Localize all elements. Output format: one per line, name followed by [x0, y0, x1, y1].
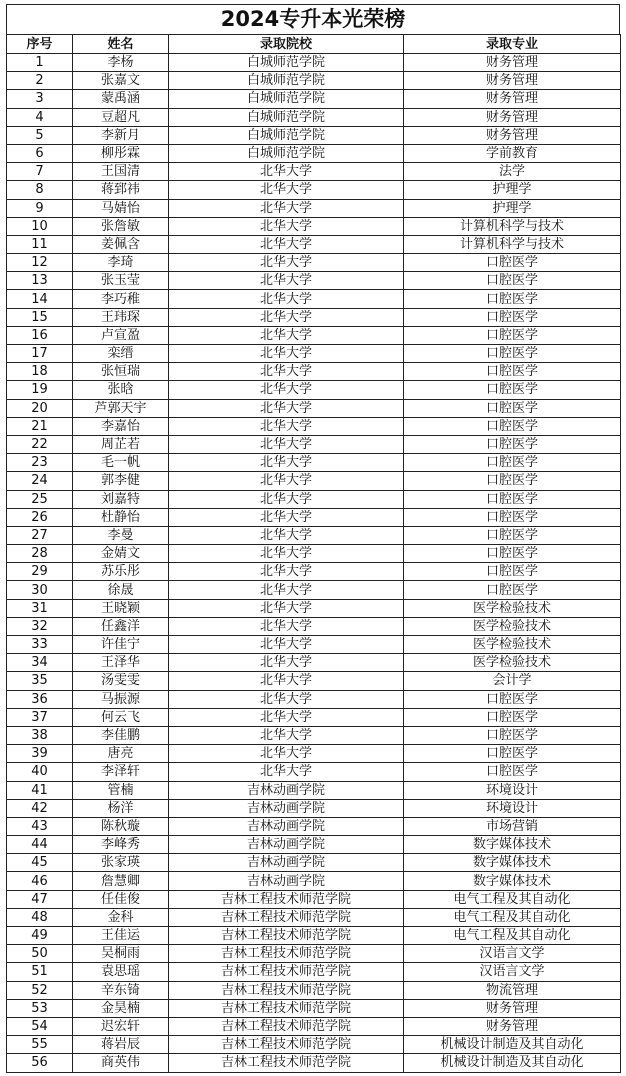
cell-school: 吉林工程技术师范学院	[169, 927, 404, 945]
cell-index: 21	[7, 417, 73, 435]
cell-major: 口腔医学	[404, 308, 621, 326]
cell-school: 白城师范学院	[169, 144, 404, 162]
cell-major: 市场营销	[404, 817, 621, 835]
table-row	[7, 927, 621, 945]
cell-school: 吉林工程技术师范学院	[169, 1036, 404, 1054]
table-row	[7, 508, 621, 526]
cell-index: 29	[7, 563, 73, 581]
table-row	[7, 836, 621, 854]
cell-index: 14	[7, 290, 73, 308]
cell-index: 55	[7, 1036, 73, 1054]
cell-major: 口腔医学	[404, 417, 621, 435]
cell-major: 汉语言文学	[404, 945, 621, 963]
cell-major: 口腔医学	[404, 508, 621, 526]
cell-index: 6	[7, 144, 73, 162]
table-row	[7, 690, 621, 708]
cell-index: 32	[7, 617, 73, 635]
cell-name: 王佳运	[73, 927, 169, 945]
cell-school: 吉林工程技术师范学院	[169, 1054, 404, 1072]
cell-name: 张玉莹	[73, 272, 169, 290]
cell-school: 北华大学	[169, 708, 404, 726]
cell-name: 李杨	[73, 54, 169, 72]
cell-name: 苏乐彤	[73, 563, 169, 581]
cell-name: 卢宣盈	[73, 326, 169, 344]
cell-index: 48	[7, 908, 73, 926]
cell-index: 30	[7, 581, 73, 599]
table-row	[7, 908, 621, 926]
cell-school: 白城师范学院	[169, 108, 404, 126]
cell-name: 许佳宁	[73, 636, 169, 654]
cell-major: 法学	[404, 163, 621, 181]
cell-major: 口腔医学	[404, 472, 621, 490]
table-row	[7, 781, 621, 799]
cell-school: 吉林动画学院	[169, 799, 404, 817]
table-row	[7, 144, 621, 162]
cell-major: 财务管理	[404, 54, 621, 72]
cell-school: 吉林动画学院	[169, 836, 404, 854]
cell-school: 北华大学	[169, 363, 404, 381]
cell-index: 25	[7, 490, 73, 508]
cell-major: 口腔医学	[404, 708, 621, 726]
cell-index: 7	[7, 163, 73, 181]
cell-school: 吉林工程技术师范学院	[169, 945, 404, 963]
cell-index: 16	[7, 326, 73, 344]
table-row	[7, 272, 621, 290]
cell-major: 计算机科学与技术	[404, 217, 621, 235]
cell-major: 财务管理	[404, 108, 621, 126]
cell-school: 白城师范学院	[169, 90, 404, 108]
cell-school: 北华大学	[169, 272, 404, 290]
table-body	[7, 54, 621, 1073]
table-row	[7, 181, 621, 199]
cell-index: 52	[7, 981, 73, 999]
cell-name: 张嘉文	[73, 72, 169, 90]
table-row	[7, 526, 621, 544]
cell-name: 任鑫洋	[73, 617, 169, 635]
table-row	[7, 799, 621, 817]
table-row	[7, 108, 621, 126]
cell-index: 42	[7, 799, 73, 817]
cell-index: 27	[7, 526, 73, 544]
cell-major: 口腔医学	[404, 454, 621, 472]
cell-index: 54	[7, 1017, 73, 1035]
cell-major: 护理学	[404, 199, 621, 217]
cell-major: 财务管理	[404, 999, 621, 1017]
cell-index: 51	[7, 963, 73, 981]
table-row	[7, 726, 621, 744]
cell-school: 北华大学	[169, 235, 404, 253]
cell-school: 白城师范学院	[169, 126, 404, 144]
cell-index: 34	[7, 654, 73, 672]
table-row	[7, 72, 621, 90]
table-row	[7, 363, 621, 381]
cell-major: 机械设计制造及其自动化	[404, 1054, 621, 1072]
table-row	[7, 54, 621, 72]
cell-major: 口腔医学	[404, 290, 621, 308]
cell-name: 王玮琛	[73, 308, 169, 326]
cell-major: 数字媒体技术	[404, 854, 621, 872]
table-row	[7, 963, 621, 981]
cell-major: 口腔医学	[404, 326, 621, 344]
table-row	[7, 308, 621, 326]
cell-school: 吉林工程技术师范学院	[169, 908, 404, 926]
table-row	[7, 563, 621, 581]
table-row	[7, 290, 621, 308]
cell-index: 46	[7, 872, 73, 890]
cell-school: 北华大学	[169, 326, 404, 344]
cell-school: 北华大学	[169, 599, 404, 617]
cell-index: 35	[7, 672, 73, 690]
cell-school: 北华大学	[169, 654, 404, 672]
header-school: 录取院校	[169, 35, 404, 54]
cell-name: 商英伟	[73, 1054, 169, 1072]
cell-major: 计算机科学与技术	[404, 235, 621, 253]
cell-school: 北华大学	[169, 563, 404, 581]
cell-index: 53	[7, 999, 73, 1017]
cell-index: 28	[7, 545, 73, 563]
cell-school: 北华大学	[169, 399, 404, 417]
cell-name: 袁思瑶	[73, 963, 169, 981]
cell-index: 20	[7, 399, 73, 417]
cell-major: 口腔医学	[404, 581, 621, 599]
cell-index: 50	[7, 945, 73, 963]
cell-name: 姜佩含	[73, 235, 169, 253]
cell-index: 41	[7, 781, 73, 799]
cell-name: 毛一帆	[73, 454, 169, 472]
table-row	[7, 872, 621, 890]
table-row	[7, 617, 621, 635]
cell-school: 北华大学	[169, 545, 404, 563]
cell-school: 北华大学	[169, 435, 404, 453]
cell-major: 护理学	[404, 181, 621, 199]
cell-major: 财务管理	[404, 90, 621, 108]
table-row	[7, 636, 621, 654]
cell-index: 9	[7, 199, 73, 217]
table-row	[7, 126, 621, 144]
table-row	[7, 1054, 621, 1072]
cell-name: 任佳俊	[73, 890, 169, 908]
table-row	[7, 1017, 621, 1035]
cell-school: 吉林工程技术师范学院	[169, 963, 404, 981]
header-row	[7, 35, 621, 54]
table-row	[7, 545, 621, 563]
cell-name: 李泽轩	[73, 763, 169, 781]
cell-name: 张詹敏	[73, 217, 169, 235]
cell-index: 12	[7, 254, 73, 272]
cell-index: 45	[7, 854, 73, 872]
cell-school: 北华大学	[169, 690, 404, 708]
cell-name: 马振源	[73, 690, 169, 708]
table-row	[7, 981, 621, 999]
cell-major: 口腔医学	[404, 435, 621, 453]
cell-school: 北华大学	[169, 581, 404, 599]
cell-name: 柳彤霖	[73, 144, 169, 162]
cell-school: 北华大学	[169, 745, 404, 763]
cell-school: 吉林动画学院	[169, 854, 404, 872]
cell-major: 会计学	[404, 672, 621, 690]
cell-index: 1	[7, 54, 73, 72]
cell-name: 刘嘉特	[73, 490, 169, 508]
cell-school: 北华大学	[169, 508, 404, 526]
table-row	[7, 417, 621, 435]
table-row	[7, 890, 621, 908]
cell-index: 40	[7, 763, 73, 781]
cell-index: 19	[7, 381, 73, 399]
cell-major: 口腔医学	[404, 726, 621, 744]
cell-index: 23	[7, 454, 73, 472]
table-row	[7, 254, 621, 272]
cell-school: 吉林工程技术师范学院	[169, 1017, 404, 1035]
cell-major: 口腔医学	[404, 545, 621, 563]
cell-major: 汉语言文学	[404, 963, 621, 981]
cell-school: 北华大学	[169, 290, 404, 308]
table-row	[7, 708, 621, 726]
cell-school: 北华大学	[169, 181, 404, 199]
cell-name: 汤雯雯	[73, 672, 169, 690]
cell-name: 豆超凡	[73, 108, 169, 126]
cell-major: 口腔医学	[404, 526, 621, 544]
table-row	[7, 581, 621, 599]
cell-school: 北华大学	[169, 636, 404, 654]
cell-school: 白城师范学院	[169, 72, 404, 90]
table-row	[7, 217, 621, 235]
table-row	[7, 435, 621, 453]
cell-school: 吉林工程技术师范学院	[169, 981, 404, 999]
cell-major: 物流管理	[404, 981, 621, 999]
cell-school: 北华大学	[169, 254, 404, 272]
table-row	[7, 163, 621, 181]
cell-major: 电气工程及其自动化	[404, 908, 621, 926]
cell-school: 北华大学	[169, 617, 404, 635]
cell-name: 张恒瑞	[73, 363, 169, 381]
cell-index: 5	[7, 126, 73, 144]
cell-name: 迟宏轩	[73, 1017, 169, 1035]
cell-major: 医学检验技术	[404, 617, 621, 635]
cell-major: 口腔医学	[404, 690, 621, 708]
cell-school: 北华大学	[169, 217, 404, 235]
cell-school: 北华大学	[169, 163, 404, 181]
cell-major: 口腔医学	[404, 381, 621, 399]
cell-name: 蒋岩辰	[73, 1036, 169, 1054]
header-index: 序号	[7, 35, 73, 54]
cell-name: 张家瑛	[73, 854, 169, 872]
cell-index: 26	[7, 508, 73, 526]
cell-index: 31	[7, 599, 73, 617]
cell-major: 学前教育	[404, 144, 621, 162]
cell-name: 金婧文	[73, 545, 169, 563]
cell-major: 口腔医学	[404, 399, 621, 417]
cell-index: 11	[7, 235, 73, 253]
admission-table	[6, 34, 621, 1073]
cell-name: 蒋郅祎	[73, 181, 169, 199]
cell-name: 徐晟	[73, 581, 169, 599]
cell-name: 陈秋璇	[73, 817, 169, 835]
cell-school: 吉林工程技术师范学院	[169, 890, 404, 908]
cell-name: 李曼	[73, 526, 169, 544]
cell-school: 吉林工程技术师范学院	[169, 999, 404, 1017]
cell-name: 郭李健	[73, 472, 169, 490]
cell-name: 李琦	[73, 254, 169, 272]
cell-school: 北华大学	[169, 345, 404, 363]
table-row	[7, 90, 621, 108]
cell-school: 吉林动画学院	[169, 781, 404, 799]
cell-index: 33	[7, 636, 73, 654]
cell-name: 王晓颖	[73, 599, 169, 617]
table-row	[7, 763, 621, 781]
cell-major: 环境设计	[404, 781, 621, 799]
table-row	[7, 399, 621, 417]
cell-name: 栾缙	[73, 345, 169, 363]
cell-name: 李嘉怡	[73, 417, 169, 435]
cell-index: 37	[7, 708, 73, 726]
cell-school: 北华大学	[169, 472, 404, 490]
page-title: 2024专升本光荣榜	[6, 4, 620, 34]
table-row	[7, 454, 621, 472]
cell-major: 口腔医学	[404, 763, 621, 781]
cell-index: 56	[7, 1054, 73, 1072]
table-row	[7, 472, 621, 490]
cell-major: 电气工程及其自动化	[404, 890, 621, 908]
cell-name: 管楠	[73, 781, 169, 799]
admission-list-sheet	[6, 4, 620, 1073]
cell-name: 王泽华	[73, 654, 169, 672]
cell-index: 10	[7, 217, 73, 235]
cell-name: 王国清	[73, 163, 169, 181]
cell-major: 口腔医学	[404, 254, 621, 272]
cell-index: 38	[7, 726, 73, 744]
cell-major: 数字媒体技术	[404, 872, 621, 890]
cell-name: 马婧怡	[73, 199, 169, 217]
cell-school: 北华大学	[169, 381, 404, 399]
cell-major: 财务管理	[404, 72, 621, 90]
cell-index: 18	[7, 363, 73, 381]
cell-major: 财务管理	[404, 126, 621, 144]
table-row	[7, 326, 621, 344]
cell-school: 北华大学	[169, 417, 404, 435]
cell-name: 吴桐雨	[73, 945, 169, 963]
cell-major: 电气工程及其自动化	[404, 927, 621, 945]
cell-index: 17	[7, 345, 73, 363]
cell-index: 24	[7, 472, 73, 490]
cell-major: 医学检验技术	[404, 636, 621, 654]
cell-name: 芦郭天宇	[73, 399, 169, 417]
cell-index: 3	[7, 90, 73, 108]
cell-name: 张晗	[73, 381, 169, 399]
cell-name: 杜静怡	[73, 508, 169, 526]
table-row	[7, 1036, 621, 1054]
cell-school: 吉林动画学院	[169, 817, 404, 835]
table-row	[7, 381, 621, 399]
cell-school: 北华大学	[169, 490, 404, 508]
cell-index: 15	[7, 308, 73, 326]
cell-major: 口腔医学	[404, 563, 621, 581]
cell-school: 北华大学	[169, 308, 404, 326]
cell-index: 22	[7, 435, 73, 453]
table-row	[7, 599, 621, 617]
cell-index: 4	[7, 108, 73, 126]
cell-major: 口腔医学	[404, 363, 621, 381]
cell-index: 43	[7, 817, 73, 835]
cell-school: 北华大学	[169, 672, 404, 690]
table-row	[7, 345, 621, 363]
table-row	[7, 672, 621, 690]
cell-school: 北华大学	[169, 726, 404, 744]
cell-index: 39	[7, 745, 73, 763]
cell-name: 李新月	[73, 126, 169, 144]
header-major: 录取专业	[404, 35, 621, 54]
cell-index: 47	[7, 890, 73, 908]
cell-name: 何云飞	[73, 708, 169, 726]
cell-major: 机械设计制造及其自动化	[404, 1036, 621, 1054]
cell-major: 口腔医学	[404, 745, 621, 763]
cell-index: 49	[7, 927, 73, 945]
cell-school: 吉林动画学院	[169, 872, 404, 890]
cell-index: 44	[7, 836, 73, 854]
table-row	[7, 199, 621, 217]
cell-major: 口腔医学	[404, 272, 621, 290]
table-row	[7, 490, 621, 508]
cell-major: 口腔医学	[404, 490, 621, 508]
cell-school: 北华大学	[169, 199, 404, 217]
cell-name: 詹慧卿	[73, 872, 169, 890]
cell-index: 36	[7, 690, 73, 708]
table-row	[7, 817, 621, 835]
cell-index: 2	[7, 72, 73, 90]
cell-name: 辛东锜	[73, 981, 169, 999]
cell-major: 口腔医学	[404, 345, 621, 363]
cell-name: 周芷若	[73, 435, 169, 453]
cell-school: 北华大学	[169, 763, 404, 781]
cell-major: 财务管理	[404, 1017, 621, 1035]
cell-name: 唐亮	[73, 745, 169, 763]
cell-name: 李峰秀	[73, 836, 169, 854]
table-row	[7, 235, 621, 253]
cell-name: 蒙禹涵	[73, 90, 169, 108]
table-row	[7, 945, 621, 963]
cell-major: 医学检验技术	[404, 654, 621, 672]
cell-index: 8	[7, 181, 73, 199]
cell-name: 杨洋	[73, 799, 169, 817]
cell-school: 白城师范学院	[169, 54, 404, 72]
cell-school: 北华大学	[169, 454, 404, 472]
cell-school: 北华大学	[169, 526, 404, 544]
cell-major: 医学检验技术	[404, 599, 621, 617]
header-name: 姓名	[73, 35, 169, 54]
table-row	[7, 854, 621, 872]
cell-major: 环境设计	[404, 799, 621, 817]
cell-name: 金科	[73, 908, 169, 926]
cell-name: 金昊楠	[73, 999, 169, 1017]
cell-name: 李巧稚	[73, 290, 169, 308]
cell-index: 13	[7, 272, 73, 290]
table-row	[7, 999, 621, 1017]
table-row	[7, 745, 621, 763]
cell-name: 李佳鹏	[73, 726, 169, 744]
table-row	[7, 654, 621, 672]
cell-major: 数字媒体技术	[404, 836, 621, 854]
